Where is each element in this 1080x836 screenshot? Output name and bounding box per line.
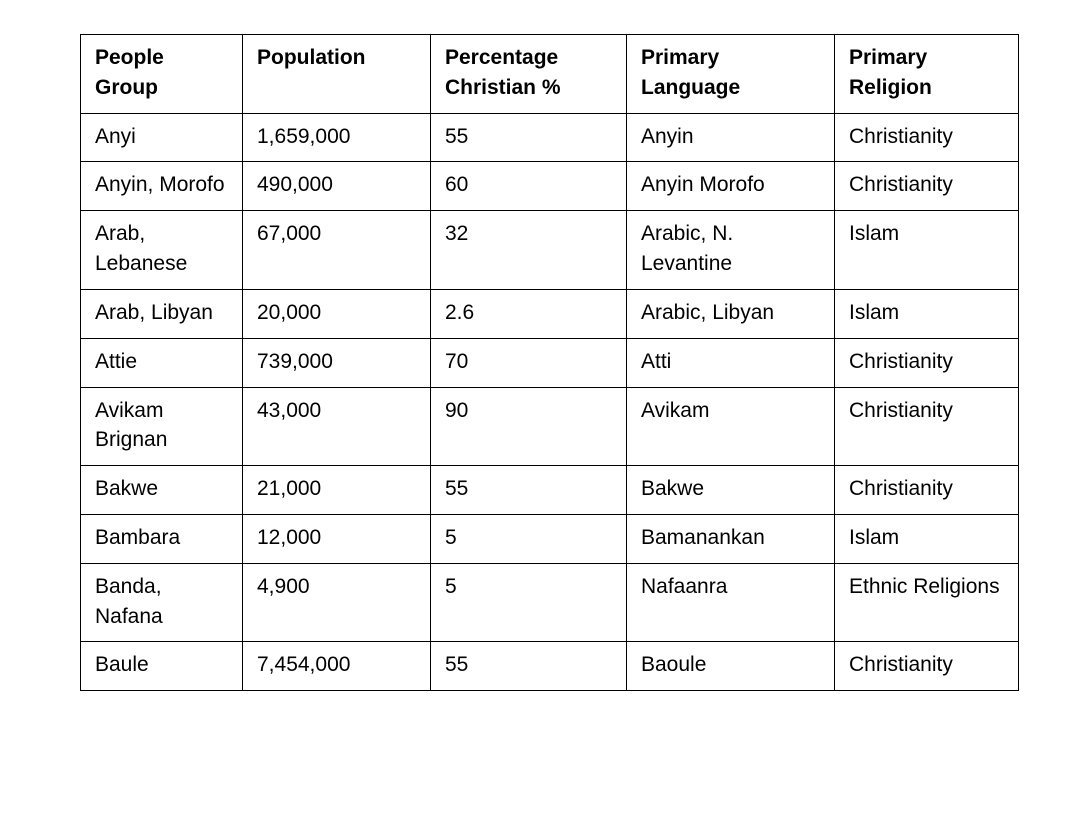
cell-percentage-christian bbox=[431, 289, 627, 338]
cell-percentage-christian-text: 32 bbox=[445, 222, 469, 246]
cell-primary-religion bbox=[835, 642, 1019, 691]
cell-primary-religion-text: Christianity bbox=[849, 349, 953, 373]
cell-primary-religion-text: Christianity bbox=[849, 124, 953, 148]
cell-population-text: 739,000 bbox=[257, 349, 333, 373]
cell-primary-religion-text: Christianity bbox=[849, 477, 953, 501]
cell-people-group-text: Arab, Libyan bbox=[95, 300, 213, 324]
table-row bbox=[81, 289, 1019, 338]
cell-people-group bbox=[81, 387, 243, 466]
cell-primary-religion-text: Islam bbox=[849, 525, 900, 549]
cell-population-text: 490,000 bbox=[257, 173, 333, 197]
people-group-table bbox=[80, 34, 1019, 691]
cell-population bbox=[243, 289, 431, 338]
cell-percentage-christian bbox=[431, 514, 627, 563]
cell-primary-language-text: Anyin Morofo bbox=[641, 173, 765, 197]
cell-population bbox=[243, 642, 431, 691]
cell-people-group bbox=[81, 211, 243, 290]
column-header-population bbox=[243, 35, 431, 114]
column-header-primary-language-label: Primary Language bbox=[641, 46, 741, 99]
cell-people-group-text: Attie bbox=[95, 349, 138, 373]
cell-percentage-christian bbox=[431, 162, 627, 211]
cell-primary-religion bbox=[835, 338, 1019, 387]
cell-primary-language-text: Bakwe bbox=[641, 477, 705, 501]
cell-primary-language bbox=[627, 514, 835, 563]
cell-primary-language-text: Avikam bbox=[641, 398, 710, 422]
cell-primary-religion bbox=[835, 563, 1019, 642]
people-group-table-container bbox=[80, 34, 998, 691]
cell-people-group-text: Bakwe bbox=[95, 477, 159, 501]
cell-percentage-christian bbox=[431, 387, 627, 466]
cell-primary-religion bbox=[835, 514, 1019, 563]
cell-primary-language-text: Arabic, N. Levantine bbox=[641, 222, 734, 276]
table-row bbox=[81, 563, 1019, 642]
cell-primary-religion-text: Islam bbox=[849, 222, 900, 246]
cell-primary-language bbox=[627, 289, 835, 338]
column-header-percentage-christian-label: Percentage Christian % bbox=[445, 46, 561, 99]
cell-people-group bbox=[81, 466, 243, 515]
cell-population-text: 43,000 bbox=[257, 398, 322, 422]
cell-primary-religion-text: Christianity bbox=[849, 653, 953, 677]
cell-percentage-christian bbox=[431, 211, 627, 290]
cell-primary-language bbox=[627, 563, 835, 642]
column-header-people-group-label: People Group bbox=[95, 46, 164, 99]
cell-population-text: 67,000 bbox=[257, 222, 322, 246]
cell-percentage-christian-text: 70 bbox=[445, 349, 469, 373]
cell-primary-religion bbox=[835, 162, 1019, 211]
table-row bbox=[81, 387, 1019, 466]
table-row bbox=[81, 466, 1019, 515]
table-header bbox=[81, 35, 1019, 114]
cell-primary-language bbox=[627, 387, 835, 466]
cell-primary-language-text: Atti bbox=[641, 349, 672, 373]
cell-population bbox=[243, 162, 431, 211]
cell-primary-language-text: Bamanankan bbox=[641, 525, 765, 549]
cell-primary-language bbox=[627, 642, 835, 691]
cell-people-group-text: Bambara bbox=[95, 525, 181, 549]
cell-primary-language-text: Arabic, Libyan bbox=[641, 300, 775, 324]
cell-people-group bbox=[81, 563, 243, 642]
cell-population bbox=[243, 514, 431, 563]
cell-people-group-text: Baule bbox=[95, 653, 149, 677]
cell-primary-religion bbox=[835, 466, 1019, 515]
cell-population-text: 20,000 bbox=[257, 300, 322, 324]
cell-people-group-text: Anyi bbox=[95, 124, 136, 148]
column-header-primary-religion bbox=[835, 35, 1019, 114]
cell-population-text: 1,659,000 bbox=[257, 124, 351, 148]
column-header-primary-religion-label: Primary Religion bbox=[849, 46, 932, 99]
cell-people-group bbox=[81, 113, 243, 162]
cell-percentage-christian-text: 5 bbox=[445, 525, 457, 549]
cell-primary-religion-text: Christianity bbox=[849, 173, 953, 197]
cell-percentage-christian bbox=[431, 563, 627, 642]
cell-primary-religion bbox=[835, 387, 1019, 466]
cell-primary-language-text: Baoule bbox=[641, 653, 707, 677]
cell-primary-religion bbox=[835, 289, 1019, 338]
cell-population bbox=[243, 466, 431, 515]
cell-people-group-text: Anyin, Morofo bbox=[95, 173, 225, 197]
cell-people-group-text: Arab, Lebanese bbox=[95, 222, 188, 276]
cell-percentage-christian bbox=[431, 642, 627, 691]
cell-primary-language-text: Anyin bbox=[641, 124, 694, 148]
cell-population-text: 7,454,000 bbox=[257, 653, 351, 677]
cell-people-group-text: Banda, Nafana bbox=[95, 574, 163, 628]
table-row bbox=[81, 338, 1019, 387]
cell-percentage-christian-text: 55 bbox=[445, 477, 469, 501]
column-header-people-group bbox=[81, 35, 243, 114]
cell-population bbox=[243, 387, 431, 466]
table-body bbox=[81, 113, 1019, 691]
cell-population bbox=[243, 113, 431, 162]
cell-primary-religion bbox=[835, 211, 1019, 290]
cell-people-group bbox=[81, 289, 243, 338]
cell-primary-language bbox=[627, 162, 835, 211]
cell-people-group bbox=[81, 514, 243, 563]
cell-population bbox=[243, 563, 431, 642]
cell-primary-religion bbox=[835, 113, 1019, 162]
cell-population bbox=[243, 338, 431, 387]
table-row bbox=[81, 162, 1019, 211]
table-row bbox=[81, 211, 1019, 290]
cell-population-text: 21,000 bbox=[257, 477, 322, 501]
cell-percentage-christian-text: 60 bbox=[445, 173, 469, 197]
cell-percentage-christian bbox=[431, 466, 627, 515]
cell-primary-religion-text: Christianity bbox=[849, 398, 953, 422]
cell-primary-religion-text: Islam bbox=[849, 300, 900, 324]
cell-people-group-text: Avikam Brignan bbox=[95, 398, 168, 452]
cell-percentage-christian-text: 2.6 bbox=[445, 300, 475, 324]
cell-population bbox=[243, 211, 431, 290]
cell-percentage-christian-text: 5 bbox=[445, 574, 457, 598]
table-row bbox=[81, 514, 1019, 563]
cell-primary-language bbox=[627, 113, 835, 162]
cell-percentage-christian bbox=[431, 113, 627, 162]
cell-people-group bbox=[81, 162, 243, 211]
cell-population-text: 4,900 bbox=[257, 574, 310, 598]
table-row bbox=[81, 113, 1019, 162]
column-header-population-label: Population bbox=[257, 46, 366, 69]
cell-population-text: 12,000 bbox=[257, 525, 322, 549]
cell-percentage-christian-text: 90 bbox=[445, 398, 469, 422]
table-header-row bbox=[81, 35, 1019, 114]
cell-primary-religion-text: Ethnic Religions bbox=[849, 574, 1000, 598]
cell-people-group bbox=[81, 642, 243, 691]
cell-people-group bbox=[81, 338, 243, 387]
cell-primary-language bbox=[627, 466, 835, 515]
column-header-percentage-christian bbox=[431, 35, 627, 114]
cell-percentage-christian-text: 55 bbox=[445, 653, 469, 677]
column-header-primary-language bbox=[627, 35, 835, 114]
cell-primary-language-text: Nafaanra bbox=[641, 574, 728, 598]
cell-percentage-christian bbox=[431, 338, 627, 387]
cell-primary-language bbox=[627, 211, 835, 290]
cell-percentage-christian-text: 55 bbox=[445, 124, 469, 148]
table-row bbox=[81, 642, 1019, 691]
cell-primary-language bbox=[627, 338, 835, 387]
